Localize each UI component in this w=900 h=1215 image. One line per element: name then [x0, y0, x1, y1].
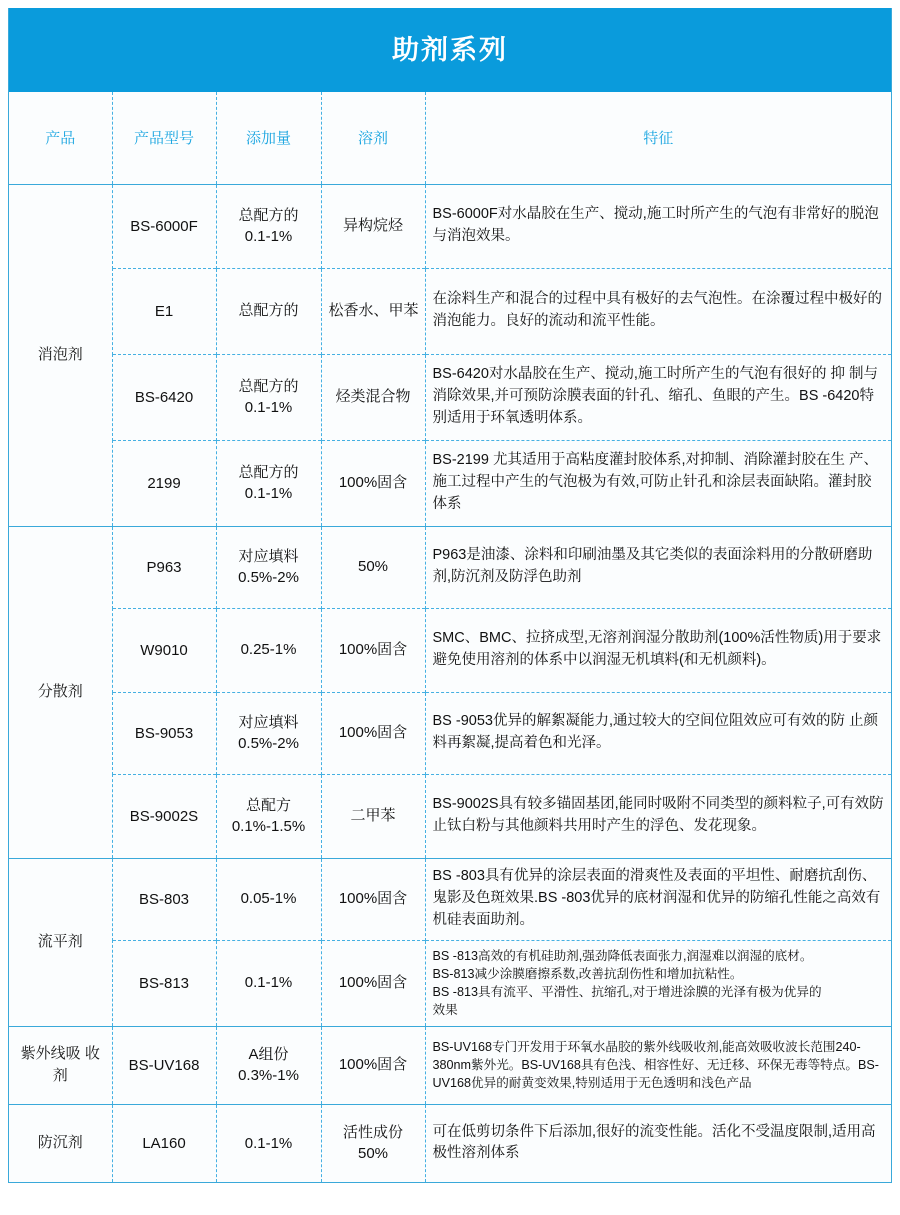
model-cell: W9010 — [112, 608, 216, 692]
model-cell: BS-803 — [112, 858, 216, 940]
dosage-cell — [216, 1104, 321, 1182]
category-cell-anti-settling: 防沉剂 — [9, 1104, 112, 1182]
dosage-cell — [216, 184, 321, 268]
feature-line-4: 效果 — [432, 1003, 458, 1018]
feature-cell: BS -803具有优异的涂层表面的滑爽性及表面的平坦性、耐磨抗刮伤、鬼影及色斑效果.BS -803优异的底材润湿和优异的防缩孔性能之高效有机硅表面助剂。 — [425, 858, 891, 940]
feature-cell: BS-6420对水晶胶在生产、搅动,施工时所产生的气泡有很好的 抑 制与消除效果,并可预防涂膜表面的针孔、缩孔、鱼眼的产生。BS -6420特别适用于环氧透明体系。 — [425, 354, 891, 440]
model-cell: BS-813 — [112, 940, 216, 1026]
table-row — [9, 526, 891, 608]
dosage-line-2: 0.1-1% — [244, 399, 293, 416]
model-cell: LA160 — [112, 1104, 216, 1182]
dosage-line-1: 0.25-1% — [240, 641, 297, 659]
solvent-cell: 异构烷烃 — [321, 184, 425, 268]
dosage-line-1: 总配方的 — [238, 463, 299, 481]
model-cell: E1 — [112, 268, 216, 354]
dosage-line-1: 0.1-1% — [244, 974, 293, 992]
table-row — [9, 354, 891, 440]
feature-line-1: BS -813高效的有机硅助剂,强劲降低表面张力,润湿难以润湿的底材。 — [432, 948, 813, 963]
table-row — [9, 268, 891, 354]
feature-cell — [425, 940, 891, 1026]
table-row — [9, 858, 891, 940]
dosage-cell — [216, 608, 321, 692]
model-cell: P963 — [112, 526, 216, 608]
solvent-line-1: 活性成份 — [342, 1123, 403, 1141]
dosage-cell — [216, 526, 321, 608]
feature-cell: 在涂料生产和混合的过程中具有极好的去气泡性。在涂覆过程中极好的消泡能力。良好的流动和流平性能。 — [425, 268, 891, 354]
dosage-line-1: 对应填料 — [238, 713, 299, 731]
table-header-row — [9, 92, 891, 184]
feature-cell: BS-UV168专门开发用于环氧水晶胶的紫外线吸收剂,能高效吸收波长范围240-380nm紫外光。BS-UV168具有色浅、相容性好、无迁移、环保无毒等特点。BS-UV168优异的耐黄变效果,特别适用于无色透明和浅色产品 — [425, 1026, 891, 1104]
page-title: 助剂系列 — [392, 34, 508, 65]
solvent-cell: 100%固含 — [321, 858, 425, 940]
column-header-solvent: 溶剂 — [321, 92, 425, 184]
dosage-cell — [216, 692, 321, 774]
additives-table — [9, 92, 891, 1182]
table-row — [9, 608, 891, 692]
dosage-line-2: 0.3%-1% — [238, 1067, 299, 1084]
solvent-line-2: 50% — [357, 1145, 389, 1163]
product-table-card — [8, 8, 892, 1183]
model-cell: BS-9053 — [112, 692, 216, 774]
solvent-cell: 松香水、甲苯 — [321, 268, 425, 354]
feature-cell: BS-9002S具有较多锚固基团,能同时吸附不同类型的颜料粒子,可有效防止钛白粉与其他颜料共用时产生的浮色、发花现象。 — [425, 774, 891, 858]
model-cell: BS-6420 — [112, 354, 216, 440]
feature-cell: BS -9053优异的解絮凝能力,通过较大的空间位阻效应可有效的防 止颜料再絮凝,提高着色和光泽。 — [425, 692, 891, 774]
dosage-line-2: 0.1%-1.5% — [231, 818, 306, 835]
dosage-line-1: 0.1-1% — [244, 1134, 293, 1152]
category-cell-defoamer: 消泡剂 — [9, 184, 112, 526]
feature-cell: BS-2199 尤其适用于高粘度灌封胶体系,对抑制、消除灌封胶在生 产、施工过程中产生的气泡极为有效,可防止针孔和涂层表面缺陷。灌封胶体系 — [425, 440, 891, 526]
feature-cell: P963是油漆、涂料和印刷油墨及其它类似的表面涂料用的分散研磨助剂,防沉剂及防浮色助剂 — [425, 526, 891, 608]
table-body — [9, 184, 891, 1182]
dosage-cell — [216, 774, 321, 858]
solvent-cell: 50% — [321, 526, 425, 608]
model-cell: BS-6000F — [112, 184, 216, 268]
dosage-cell — [216, 940, 321, 1026]
dosage-cell — [216, 440, 321, 526]
solvent-cell: 100%固含 — [321, 608, 425, 692]
dosage-line-1: 总配方的 — [238, 206, 299, 224]
solvent-cell: 100%固含 — [321, 440, 425, 526]
solvent-cell: 100%固含 — [321, 1026, 425, 1104]
table-row — [9, 440, 891, 526]
table-row — [9, 940, 891, 1026]
dosage-line-2: 0.5%-2% — [238, 569, 299, 586]
dosage-cell — [216, 1026, 321, 1104]
dosage-line-1: 对应填料 — [238, 547, 299, 565]
dosage-line-2: 0.1-1% — [244, 485, 293, 502]
dosage-line-2: 0.5%-2% — [238, 735, 299, 752]
column-header-product: 产品 — [9, 92, 112, 184]
feature-cell: BS-6000F对水晶胶在生产、搅动,施工时所产生的气泡有非常好的脱泡与消泡效果。 — [425, 184, 891, 268]
column-header-feature: 特征 — [425, 92, 891, 184]
dosage-cell — [216, 354, 321, 440]
category-cell-dispersant: 分散剂 — [9, 526, 112, 858]
feature-line-2: BS-813减少涂膜磨擦系数,改善抗刮伤性和增加抗粘性。 — [432, 966, 743, 981]
category-cell-leveling: 流平剂 — [9, 858, 112, 1026]
feature-cell: 可在低剪切条件下后添加,很好的流变性能。活化不受温度限制,适用高极性溶剂体系 — [425, 1104, 891, 1182]
table-row — [9, 692, 891, 774]
dosage-cell — [216, 858, 321, 940]
feature-cell: SMC、BMC、拉挤成型,无溶剂润湿分散助剂(100%活性物质)用于要求避免使用溶剂的体系中以润湿无机填料(和无机颜料)。 — [425, 608, 891, 692]
model-cell: BS-9002S — [112, 774, 216, 858]
category-line-2: 收剂 — [52, 1045, 100, 1084]
table-row — [9, 1026, 891, 1104]
feature-line-3: BS -813具有流平、平滑性、抗缩孔,对于增进涂膜的光泽有极为优异的 — [432, 985, 822, 999]
model-cell: BS-UV168 — [112, 1026, 216, 1104]
dosage-line-1: 总配方 — [245, 796, 291, 814]
category-cell-uv-absorber — [9, 1026, 112, 1104]
dosage-line-1: 总配方的 — [238, 302, 299, 320]
column-header-model: 产品型号 — [112, 92, 216, 184]
dosage-line-1: 0.05-1% — [240, 890, 297, 908]
dosage-line-1: 总配方的 — [238, 377, 299, 395]
solvent-cell: 100%固含 — [321, 692, 425, 774]
table-row — [9, 184, 891, 268]
solvent-cell: 100%固含 — [321, 940, 425, 1026]
table-row — [9, 774, 891, 858]
model-cell: 2199 — [112, 440, 216, 526]
table-row — [9, 1104, 891, 1182]
column-header-dosage: 添加量 — [216, 92, 321, 184]
solvent-cell — [321, 1104, 425, 1182]
banner — [9, 8, 891, 92]
dosage-line-2: 0.1-1% — [244, 228, 293, 245]
dosage-cell — [216, 268, 321, 354]
solvent-cell: 烃类混合物 — [321, 354, 425, 440]
solvent-cell: 二甲苯 — [321, 774, 425, 858]
category-line-1: 紫外线吸 — [20, 1045, 81, 1063]
dosage-line-1: A组份 — [248, 1045, 289, 1063]
